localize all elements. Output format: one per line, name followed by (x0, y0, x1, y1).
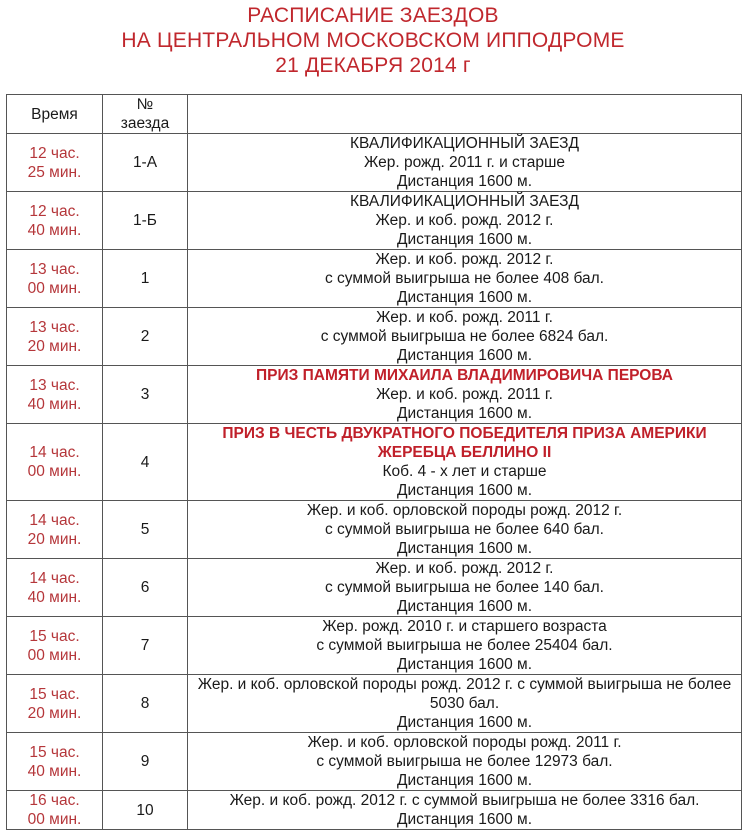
race-time-minutes: 00 мин. (27, 463, 82, 480)
description-line: Дистанция 1600 м. (397, 405, 532, 422)
race-description (188, 308, 742, 366)
description-line: с суммой выигрыша не более 25404 бал. (316, 637, 613, 654)
description-line: КВАЛИФИКАЦИОННЫЙ ЗАЕЗД (350, 193, 579, 210)
race-time-minutes: 00 мин. (27, 811, 82, 828)
race-time (7, 733, 103, 791)
race-description (188, 501, 742, 559)
description-line: Жер. рожд. 2011 г. и старше (363, 154, 565, 171)
race-time-hours: 15 час. (29, 627, 80, 645)
race-number: 8 (103, 675, 188, 733)
table-row (7, 250, 742, 308)
prize-name: ПРИЗ ПАМЯТИ МИХАИЛА ВЛАДИМИРОВИЧА ПЕРОВА (256, 367, 673, 384)
race-time-minutes: 20 мин. (27, 530, 82, 548)
race-description (188, 134, 742, 192)
description-line: Дистанция 1600 м. (397, 656, 532, 673)
description-line: Дистанция 1600 м. (397, 173, 532, 190)
title-line-1: РАСПИСАНИЕ ЗАЕЗДОВ (247, 4, 499, 27)
race-number: 3 (103, 366, 188, 424)
description-line: Жер. и коб. рожд. 2012 г. (375, 560, 554, 577)
table-row (7, 134, 742, 192)
title-line-2: НА ЦЕНТРАЛЬНОМ МОСКОВСКОМ ИППОДРОМЕ (121, 29, 625, 52)
race-number: 2 (103, 308, 188, 366)
description-line: Дистанция 1600 м. (397, 289, 532, 306)
description-line: Жер. и коб. орловской породы рожд. 2012 г. с суммой выигрыша не более 5030 бал. (197, 676, 732, 712)
race-description (188, 791, 742, 830)
table-row (7, 501, 742, 559)
header-time: Время (7, 95, 103, 134)
table-row (7, 308, 742, 366)
table-row (7, 192, 742, 250)
race-number: 1-А (103, 134, 188, 192)
description-line: КВАЛИФИКАЦИОННЫЙ ЗАЕЗД (350, 135, 579, 152)
description-line: с суммой выигрыша не более 640 бал. (325, 521, 604, 538)
race-time-hours: 13 час. (29, 260, 80, 278)
race-time-hours: 16 час. (29, 792, 80, 809)
race-time (7, 791, 103, 830)
description-line: с суммой выигрыша не более 12973 бал. (316, 753, 613, 770)
race-time (7, 675, 103, 733)
page-title (0, 0, 746, 78)
race-time-hours: 15 час. (29, 743, 80, 761)
description-line: Дистанция 1600 м. (397, 714, 532, 731)
race-time-minutes: 40 мин. (27, 221, 82, 239)
race-number: 4 (103, 424, 188, 501)
race-time (7, 134, 103, 192)
race-time-hours: 13 час. (29, 318, 80, 336)
race-number: 9 (103, 733, 188, 791)
description-line: Жер. рожд. 2010 г. и старшего возраста (322, 618, 607, 635)
header-race-number (103, 95, 188, 134)
table-row (7, 366, 742, 424)
race-time-minutes: 20 мин. (27, 704, 82, 722)
table-row (7, 559, 742, 617)
description-line: Жер. и коб. рожд. 2011 г. (376, 309, 553, 326)
race-time-minutes: 00 мин. (27, 279, 82, 297)
race-time-hours: 12 час. (29, 144, 80, 162)
race-number: 7 (103, 617, 188, 675)
race-number: 1 (103, 250, 188, 308)
race-time (7, 424, 103, 501)
description-line: Дистанция 1600 м. (397, 598, 532, 615)
race-time-minutes: 40 мин. (27, 395, 82, 413)
race-time (7, 192, 103, 250)
race-time-minutes: 25 мин. (27, 163, 82, 181)
race-time-hours: 14 час. (29, 511, 80, 529)
title-line-3: 21 ДЕКАБРЯ 2014 г (275, 54, 471, 77)
race-time (7, 559, 103, 617)
race-time-hours: 14 час. (29, 444, 80, 461)
description-line: Жер. и коб. орловской породы рожд. 2011 г. (307, 734, 622, 751)
race-time (7, 366, 103, 424)
race-number: 10 (103, 791, 188, 830)
race-description (188, 733, 742, 791)
description-line: Дистанция 1600 м. (397, 482, 532, 499)
race-time-minutes: 00 мин. (27, 646, 82, 664)
description-line: Дистанция 1600 м. (397, 540, 532, 557)
description-line: Жер. и коб. орловской породы рожд. 2012 г. (306, 502, 623, 519)
header-description (188, 95, 742, 134)
race-time-hours: 14 час. (29, 569, 80, 587)
race-time-hours: 13 час. (29, 376, 80, 394)
race-time-hours: 15 час. (29, 685, 80, 703)
table-row (7, 617, 742, 675)
race-description (188, 617, 742, 675)
description-line: с суммой выигрыша не более 408 бал. (325, 270, 604, 287)
race-description (188, 250, 742, 308)
description-line: Дистанция 1600 м. (397, 811, 532, 828)
prize-name: ПРИЗ В ЧЕСТЬ ДВУКРАТНОГО ПОБЕДИТЕЛЯ ПРИЗА АМЕРИКИ ЖЕРЕБЦА БЕЛЛИНО II (222, 425, 707, 461)
table-row (7, 733, 742, 791)
description-line: с суммой выигрыша не более 6824 бал. (320, 328, 609, 345)
race-number: 5 (103, 501, 188, 559)
description-line: Жер. и коб. рожд. 2012 г. (375, 212, 554, 229)
race-time-hours: 12 час. (29, 202, 80, 220)
race-description (188, 675, 742, 733)
race-description (188, 559, 742, 617)
race-time (7, 308, 103, 366)
table-row (7, 791, 742, 830)
description-line: Коб. 4 - х лет и старше (382, 463, 547, 480)
header-num-line-1: № (136, 96, 154, 113)
race-time-minutes: 20 мин. (27, 337, 82, 355)
description-line: Дистанция 1600 м. (397, 347, 532, 364)
race-description (188, 366, 742, 424)
race-time-minutes: 40 мин. (27, 762, 82, 780)
description-line: Дистанция 1600 м. (397, 231, 532, 248)
race-number: 1-Б (103, 192, 188, 250)
description-line: Жер. и коб. рожд. 2011 г. (376, 386, 553, 403)
race-time-minutes: 40 мин. (27, 588, 82, 606)
race-description (188, 424, 742, 501)
table-row (7, 424, 742, 501)
table-row (7, 675, 742, 733)
table-header-row (7, 95, 742, 134)
description-line: Дистанция 1600 м. (397, 772, 532, 789)
race-description (188, 192, 742, 250)
description-line: с суммой выигрыша не более 140 бал. (325, 579, 604, 596)
description-line: Жер. и коб. рожд. 2012 г. с суммой выигрыша не более 3316 бал. (229, 792, 700, 809)
schedule-body (7, 134, 742, 830)
race-time (7, 501, 103, 559)
race-time (7, 617, 103, 675)
race-number: 6 (103, 559, 188, 617)
header-num-line-2: заезда (120, 115, 170, 132)
race-time (7, 250, 103, 308)
schedule-table (6, 94, 742, 830)
description-line: Жер. и коб. рожд. 2012 г. (375, 251, 554, 268)
